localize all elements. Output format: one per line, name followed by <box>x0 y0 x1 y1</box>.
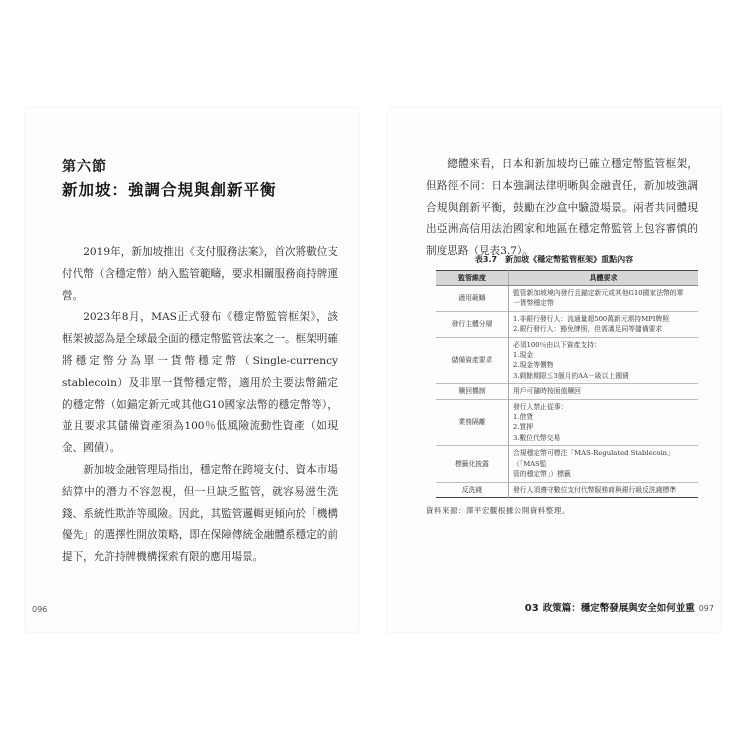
row-dimension: 標籤化披露 <box>436 446 509 482</box>
requirement-line: 1.借貸 <box>513 413 534 422</box>
row-dimension: 業務隔離 <box>436 399 509 446</box>
column-header-requirement: 具體要求 <box>509 271 699 286</box>
left-body <box>62 242 338 569</box>
table-row <box>436 446 698 482</box>
table-row <box>436 286 698 312</box>
requirement-line: 1.非銀行發行人：流通量超500萬新元需持MPI牌照 <box>513 314 670 323</box>
requirement-line: 2.現金等價物 <box>513 361 554 370</box>
requirement-line: 用戶可隨時按面值贖回 <box>513 387 581 396</box>
row-requirement <box>509 384 699 399</box>
column-header-dimension: 監管維度 <box>436 271 509 286</box>
table-title: 新加坡《穩定幣監管框架》重點內容 <box>505 255 634 264</box>
requirement-line: 一貨幣穩定幣 <box>513 299 554 308</box>
requirement-line: 2.銀行發行人：豁免牌照，但需滿足同等儲備要求 <box>513 325 663 334</box>
requirement-line: 1.現金 <box>513 351 534 360</box>
requirement-line: 3.剩餘期限≦3個月的AA－級以上國債 <box>513 371 629 380</box>
table-row <box>436 399 698 446</box>
section-title: 新加坡：強調合規與創新平衡 <box>62 181 277 199</box>
requirement-line: 2.質押 <box>513 423 534 432</box>
body-paragraph: 2023年8月，MAS正式發布《穩定幣監管框架》，該框架被認為是全球最全面的穩定幣監管法案之一。框架明確將穩定幣分為單一貨幣穩定幣（Single-currency stablecoin）及非單一貨幣穩定幣，適用於主要法幣錨定的穩定幣（如錨定新元或其他G10國家法幣的穩定幣等），並且要求其儲備資產須為100％低風險流動性資產（如現金、國債）。 <box>62 311 338 455</box>
part-title: 政策篇：穩定幣發展與安全如何並重 <box>542 603 695 614</box>
row-dimension: 儲備資產要求 <box>436 337 509 384</box>
body-paragraph: 2019年，新加坡推出《支付服務法案》，首次將數位支付代幣（含穩定幣）納入監管範疇，要求相關服務商持牌運營。 <box>62 246 338 302</box>
row-requirement <box>509 482 699 497</box>
table-number: 表3.7 <box>474 255 498 264</box>
page-number-right: 097 <box>698 604 714 613</box>
left-page <box>26 108 358 632</box>
row-requirement <box>509 286 699 312</box>
table-row <box>436 311 698 337</box>
table-header-row <box>436 271 698 286</box>
chapter-number: 03 <box>524 603 539 614</box>
row-dimension: 反洗錢 <box>436 482 509 497</box>
requirement-line: 必須100％由以下資產支持： <box>513 340 601 349</box>
table-row <box>436 384 698 399</box>
row-dimension: 適用範疇 <box>436 286 509 312</box>
table-row <box>436 337 698 384</box>
page-number-left: 096 <box>32 605 48 614</box>
right-page <box>388 108 720 632</box>
table-caption <box>388 254 720 265</box>
requirement-line: 管的穩定幣」）標籤 <box>513 470 571 479</box>
row-dimension: 贖回機制 <box>436 384 509 399</box>
row-requirement <box>509 311 699 337</box>
regulation-table <box>436 270 698 498</box>
body-paragraph: 總體來看，日本和新加坡均已確立穩定幣監管框架，但路徑不同：日本強調法律明晰與金融責任，新加坡強調合規與創新平衡，鼓勵在沙盒中驗證場景。兩者共同體現出亞洲高信用法治國家和地區在穩定幣監管上包容審慎的制度思路（見表3.7）。 <box>426 158 698 258</box>
row-requirement <box>509 399 699 446</box>
row-requirement <box>509 337 699 384</box>
requirement-line: 發行人須遵守數位支付代幣服務商與銀行級反洗錢標準 <box>513 485 677 494</box>
requirement-line: 發行人禁止從事： <box>513 402 568 411</box>
requirement-line: 3.數位代幣交易 <box>513 433 561 442</box>
table-source: 資料來源：澤平宏觀根據公開資料整理。 <box>426 506 570 515</box>
section-label: 第六節 <box>62 159 107 175</box>
body-paragraph: 新加坡金融管理局指出，穩定幣在跨境支付、資本市場結算中的潛力不容忽視，但一旦缺乏監管，就容易滋生洗錢、系統性欺詐等風險。因此，其監管邏輯更傾向於「機構優先」的選擇性開放策略，即在保障傳統金融體系穩定的前提下，允許持牌機構探索有限的應用場景。 <box>62 463 338 564</box>
row-dimension: 發行主體分層 <box>436 311 509 337</box>
row-requirement <box>509 446 699 482</box>
requirement-line: 合規穩定幣可標注「MAS-Regulated Stablecoin」（「MAS監 <box>513 449 674 468</box>
running-footer <box>525 600 714 614</box>
right-body <box>426 154 698 263</box>
requirement-line: 監管新加坡境內發行且錨定新元或其他G10國家法幣的單 <box>513 289 684 297</box>
table-row <box>436 482 698 497</box>
